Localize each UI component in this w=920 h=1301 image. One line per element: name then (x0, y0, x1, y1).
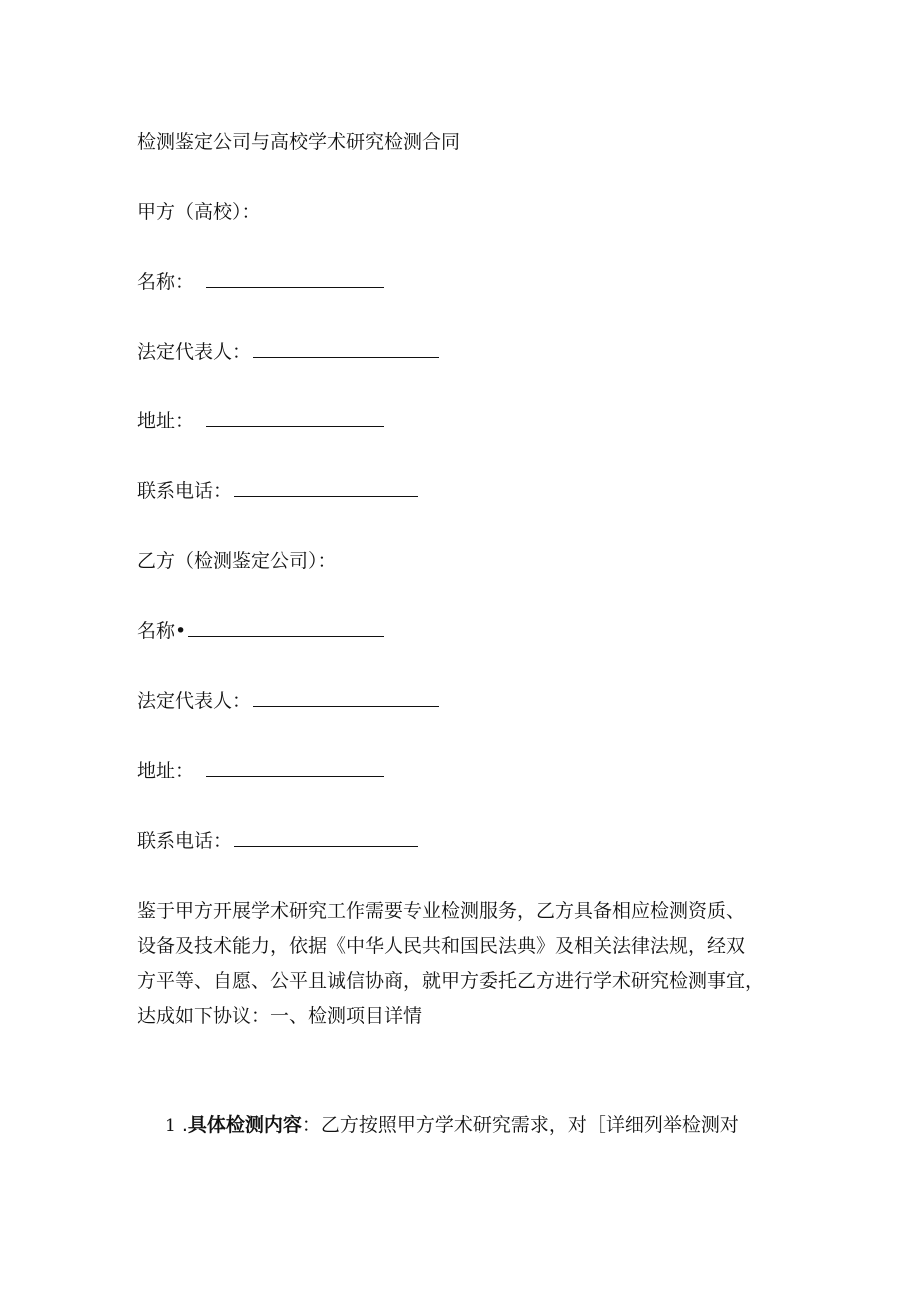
party-a-phone-row (137, 478, 418, 504)
party-b-name-blank (188, 618, 384, 637)
preamble-line: 设备及技术能力，依据《中华人民共和国民法典》及相关法律法规，经双 (137, 935, 746, 957)
party-a-name-row (137, 269, 384, 295)
party-b-phone-label: 联系电话： (137, 830, 233, 852)
clause-number: 1 (165, 1116, 176, 1136)
party-a-heading: 甲方（高校）： (137, 201, 261, 223)
preamble-line: 方平等、自愿、公平且诚信协商，就甲方委托乙方进行学术研究检测事宜， (137, 970, 765, 992)
clause-1 (165, 1112, 739, 1139)
document-title: 检测鉴定公司与高校学术研究检测合同 (137, 131, 461, 153)
clause-separator: . (181, 1114, 188, 1136)
party-b-rep-label: 法定代表人： (137, 690, 252, 712)
preamble-line: 达成如下协议：一、检测项目详情 (137, 1005, 423, 1027)
clause-text: ：乙方按照甲方学术研究需求，对［详细列举检测对 (301, 1114, 739, 1136)
party-b-name-label: 名称• (137, 620, 187, 642)
party-a-rep-row (137, 339, 439, 365)
party-a-rep-label: 法定代表人： (137, 341, 252, 363)
party-b-name-row (137, 618, 384, 644)
party-a-address-label: 地址： (137, 410, 195, 432)
party-b-address-row (137, 758, 384, 784)
party-b-heading: 乙方（检测鉴定公司）： (137, 550, 337, 572)
party-b-rep-blank (253, 688, 439, 707)
preamble-paragraph (137, 894, 807, 1034)
clause-heading: 具体检测内容 (187, 1114, 302, 1136)
party-b-address-blank (206, 758, 384, 777)
party-a-rep-blank (253, 339, 439, 358)
party-b-rep-row (137, 688, 439, 714)
party-a-name-blank (206, 269, 384, 288)
party-a-phone-label: 联系电话： (137, 480, 233, 502)
party-b-phone-row (137, 828, 418, 854)
preamble-line: 鉴于甲方开展学术研究工作需要专业检测服务，乙方具备相应检测资质、 (137, 900, 746, 922)
party-a-address-blank (206, 408, 384, 427)
party-a-address-row (137, 408, 384, 434)
party-b-phone-blank (234, 828, 418, 847)
party-a-phone-blank (234, 478, 418, 497)
party-b-address-label: 地址： (137, 760, 195, 782)
party-a-name-label: 名称： (137, 271, 195, 293)
